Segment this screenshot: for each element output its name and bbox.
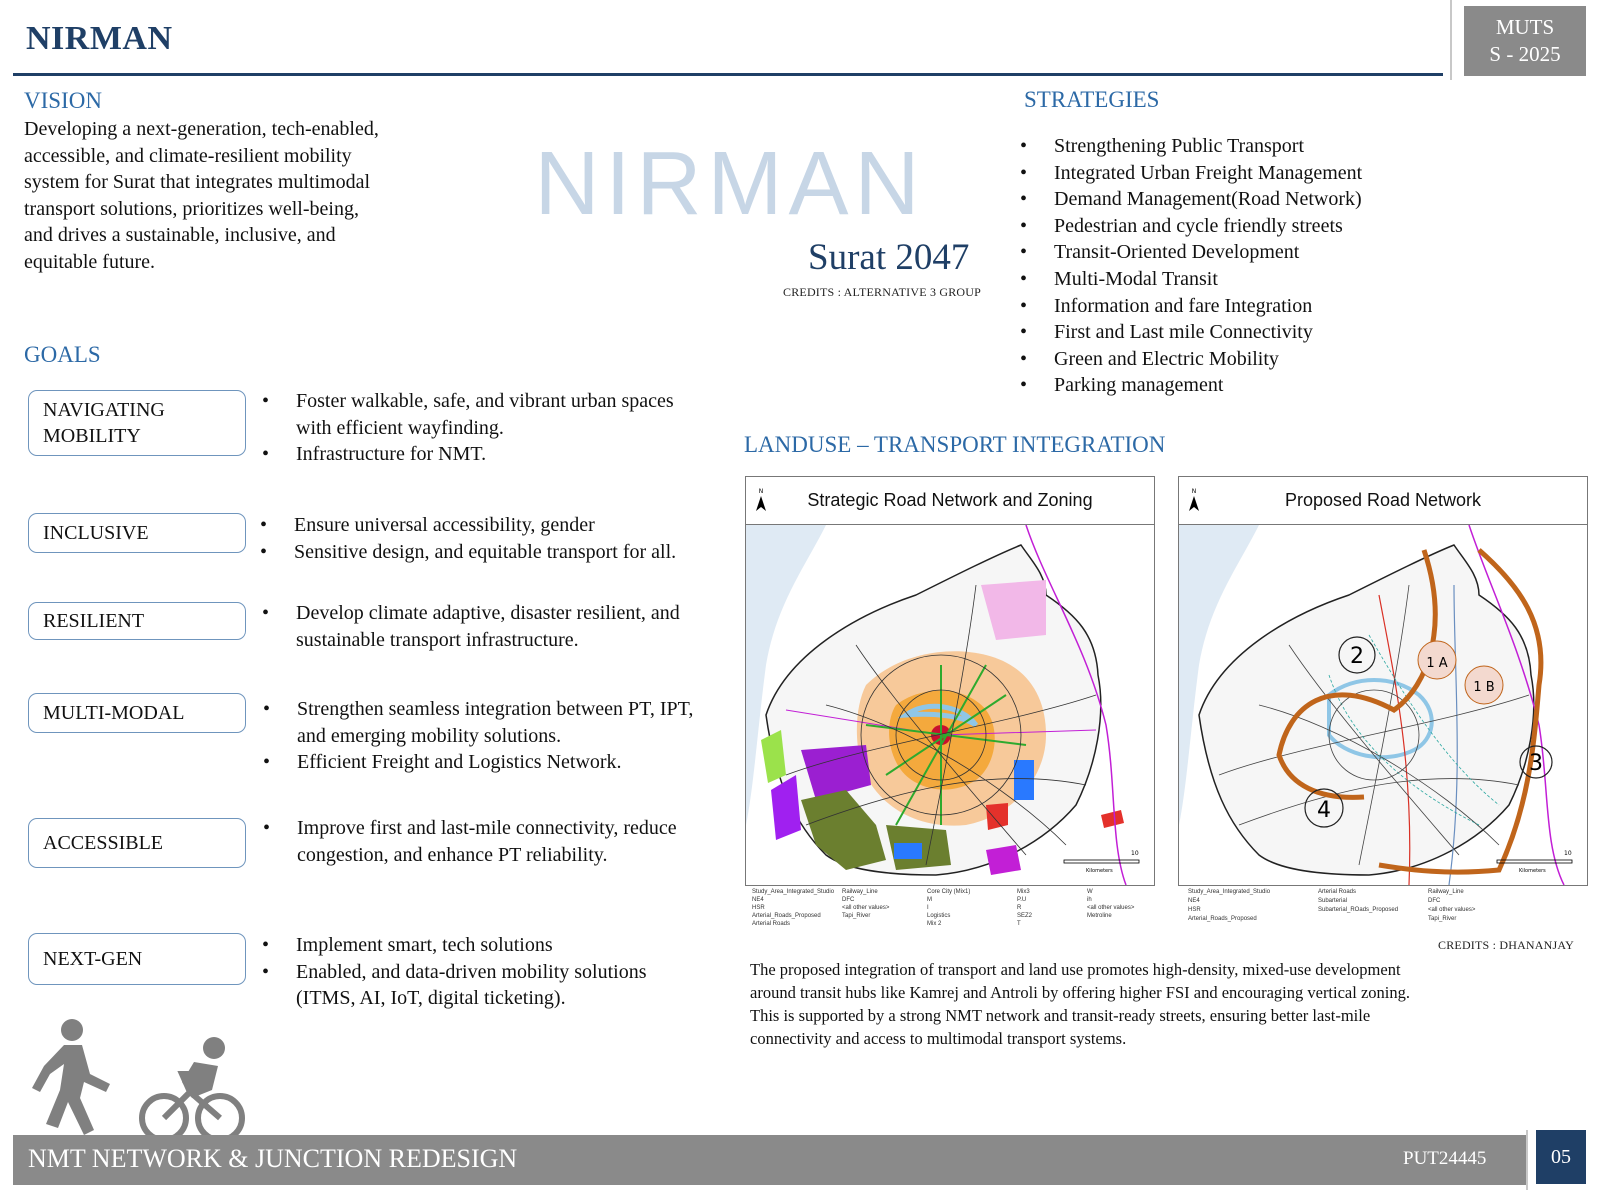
legend-item: <all other values> <box>1428 907 1476 913</box>
footer-title: NMT NETWORK & JUNCTION REDESIGN <box>28 1144 518 1173</box>
goal-bullet: • Implement smart, tech solutions <box>262 932 702 959</box>
goal-label: INCLUSIVE <box>43 522 149 544</box>
legend-item: Arterial_Roads_Proposed <box>752 913 821 919</box>
strategy-item: • Parking management <box>1020 372 1362 399</box>
zoning-map <box>746 525 1153 885</box>
legend-item: Arterial_Roads_Proposed <box>1188 916 1257 922</box>
header-rule <box>13 73 1443 76</box>
cyclist-head <box>203 1037 225 1059</box>
goal-label: NEXT-GEN <box>43 948 143 970</box>
strategy-item: • Information and fare Integration <box>1020 293 1362 320</box>
vision-line: system for Surat that integrates multimodal <box>24 171 371 193</box>
marker-label: 3 <box>1529 751 1543 776</box>
vision-heading: VISION <box>24 88 102 113</box>
legend-item: Metroline <box>1087 913 1112 919</box>
vision-line: transport solutions, prioritizes well-being, <box>24 197 359 220</box>
map-title-zoning: Strategic Road Network and Zoning <box>746 477 1154 525</box>
paragraph-line: connectivity and access to multimodal transport systems. <box>750 1029 1127 1048</box>
legend-item: Arterial Roads <box>1318 889 1357 895</box>
goals-heading: GOALS <box>24 342 101 367</box>
page-title: NIRMAN <box>26 20 173 57</box>
paragraph-line: The proposed integration of transport and land use promotes high-density, mixed-use development <box>750 960 1401 979</box>
scale-unit: Kilometers <box>1086 868 1113 874</box>
vision-line: and drives a sustainable, inclusive, and <box>24 224 336 246</box>
marker-label: 2 <box>1350 644 1364 669</box>
legend-item: Mix3 <box>1017 889 1030 895</box>
junction-marker-1a <box>1418 641 1456 679</box>
proposed-road-map <box>1179 525 1586 885</box>
marker-label: 4 <box>1317 798 1331 823</box>
legend-item: Logistics <box>927 913 951 919</box>
footer-divider <box>1526 1130 1528 1190</box>
strategies-heading: STRATEGIES <box>1024 87 1160 112</box>
goal-bullet: • Foster walkable, safe, and vibrant urban spaces with efficient wayfinding. <box>262 388 682 441</box>
scale-unit: Kilometers <box>1519 868 1546 874</box>
strategy-item: • Green and Electric Mobility <box>1020 346 1362 373</box>
goal-label: MOBILITY <box>43 425 141 447</box>
legend-item: Core City (Mix1) <box>927 889 971 895</box>
goal-label: ACCESSIBLE <box>43 832 164 854</box>
legend-item: ih <box>1087 897 1092 903</box>
vision-line: Developing a next-generation, tech-enabled, <box>24 118 379 140</box>
map-panel-proposed <box>1178 476 1588 886</box>
nirman-logo <box>490 138 970 226</box>
goal-box-next-gen <box>28 933 246 985</box>
legend-item: Subarterial <box>1318 898 1348 904</box>
scale-max: 10 <box>1131 850 1139 857</box>
goal-box-resilient <box>28 602 246 640</box>
legend-item: T <box>1017 921 1021 927</box>
zone-mix2 <box>986 845 1021 875</box>
legend-item: NE4 <box>752 897 764 903</box>
page-number: 05 <box>1536 1130 1586 1184</box>
logo-text: NIRMAN <box>534 138 926 226</box>
vision-text <box>24 116 424 275</box>
footer-code: PUT24445 <box>1403 1148 1487 1169</box>
goal-bullet: • Efficient Freight and Logistics Network. <box>263 749 703 776</box>
goal-box-navigating-mobility <box>28 390 246 456</box>
strategy-item: • Strengthening Public Transport <box>1020 133 1362 160</box>
course-name: MUTS <box>1495 15 1555 39</box>
goal-bullets-navigating-mobility <box>262 388 682 468</box>
marker-label: 1 B <box>1473 680 1495 695</box>
goal-bullet: • Enabled, and data-driven mobility solutions (ITMS, AI, IoT, digital ticketing). <box>262 959 702 1012</box>
legend-item: HSR <box>1188 907 1201 913</box>
map-panel-zoning <box>745 476 1155 886</box>
legend-item: M <box>927 897 932 903</box>
map-credits: CREDITS : DHANANJAY <box>1438 938 1575 952</box>
legend-item: HSR <box>752 905 765 911</box>
zone-sez <box>1014 760 1034 800</box>
legend-item: SEZ2 <box>1017 913 1033 919</box>
pedestrian-icon <box>32 1019 110 1135</box>
goal-bullets-multi-modal <box>263 696 703 776</box>
vision-line: equitable future. <box>24 250 156 273</box>
north-arrow-icon <box>754 487 768 513</box>
legend-item: R <box>1017 905 1022 911</box>
north-arrow-icon <box>1187 487 1201 513</box>
course-badge <box>1464 6 1586 76</box>
legend-item: Tapi_River <box>1428 916 1457 922</box>
goal-bullet: • Ensure universal accessibility, gender <box>260 512 700 539</box>
strategy-item: • Transit-Oriented Development <box>1020 239 1362 266</box>
scale-max: 10 <box>1564 850 1572 857</box>
goal-bullets-next-gen <box>262 932 702 1012</box>
legend-item: W <box>1087 889 1093 895</box>
legend-item: Arterial Roads <box>752 921 791 927</box>
course-term: S - 2025 <box>1489 42 1561 66</box>
strategies-list <box>1020 133 1362 399</box>
goal-bullet: • Sensitive design, and equitable transport for all. <box>260 539 700 566</box>
legend-item: <all other values> <box>842 905 890 911</box>
header-divider <box>1450 0 1452 80</box>
marker-label: 1 A <box>1426 656 1448 671</box>
legend-item: DFC <box>1428 898 1441 904</box>
strategy-item: • Multi-Modal Transit <box>1020 266 1362 293</box>
legend-item: Railway_Line <box>1428 889 1464 895</box>
goal-box-multi-modal <box>28 693 246 733</box>
junction-marker-1b <box>1465 666 1503 704</box>
goal-box-accessible <box>28 818 246 868</box>
legend-item: DFC <box>842 897 855 903</box>
svg-text:N: N <box>1191 488 1197 495</box>
strategy-item: • First and Last mile Connectivity <box>1020 319 1362 346</box>
map-title-proposed: Proposed Road Network <box>1179 477 1587 525</box>
legend-item: Subarterial_ROads_Proposed <box>1318 907 1399 913</box>
goal-box-inclusive <box>28 513 246 553</box>
goal-label: NAVIGATING <box>43 399 165 421</box>
goal-label: RESILIENT <box>43 610 145 632</box>
goal-bullets-accessible <box>263 815 723 868</box>
legend-proposed <box>1188 888 1588 934</box>
paragraph-line: around transit hubs like Kamrej and Antroli by offering higher FSI and encouraging vertical zoning. <box>750 983 1410 1002</box>
goal-bullets-inclusive <box>260 512 700 565</box>
goal-bullet: • Develop climate adaptive, disaster resilient, and sustainable transport infrastructure. <box>262 600 702 653</box>
paragraph-line: This is supported by a strong NMT network and transit-ready streets, ensuring better last-mile <box>750 1006 1371 1025</box>
legend-zoning <box>752 888 1152 934</box>
landuse-paragraph <box>750 958 1530 1050</box>
landuse-heading: LANDUSE – TRANSPORT INTEGRATION <box>744 432 1166 457</box>
group-credits: CREDITS : ALTERNATIVE 3 GROUP <box>783 285 982 299</box>
legend-item: Study_Area_Integrated_Studio <box>1188 889 1271 895</box>
city-title: Surat 2047 <box>808 237 970 278</box>
goal-bullet: • Infrastructure for NMT. <box>262 441 682 468</box>
svg-text:N: N <box>758 488 764 495</box>
goal-label: MULTI-MODAL <box>43 702 185 724</box>
nmt-icons <box>22 1018 252 1146</box>
legend-item: Study_Area_Integrated_Studio <box>752 889 835 895</box>
legend-item: I <box>927 905 929 911</box>
goal-bullet: • Improve first and last-mile connectivity, reduce congestion, and enhance PT reliability. <box>263 815 723 868</box>
legend-item: NE4 <box>1188 898 1200 904</box>
goal-bullet: • Strengthen seamless integration between PT, IPT, and emerging mobility solutions. <box>263 696 703 749</box>
goal-bullets-resilient <box>262 600 702 653</box>
legend-item: <all other values> <box>1087 905 1135 911</box>
zone-logistics <box>894 843 922 859</box>
legend-item: Railway_Line <box>842 889 878 895</box>
vision-line: accessible, and climate-resilient mobility <box>24 144 352 167</box>
legend-item: P.U <box>1017 897 1027 903</box>
strategy-item: • Integrated Urban Freight Management <box>1020 160 1362 187</box>
strategy-item: • Demand Management(Road Network) <box>1020 186 1362 213</box>
legend-item: Tapi_River <box>842 913 871 919</box>
legend-item: Mix 2 <box>927 921 942 927</box>
strategy-item: • Pedestrian and cycle friendly streets <box>1020 213 1362 240</box>
